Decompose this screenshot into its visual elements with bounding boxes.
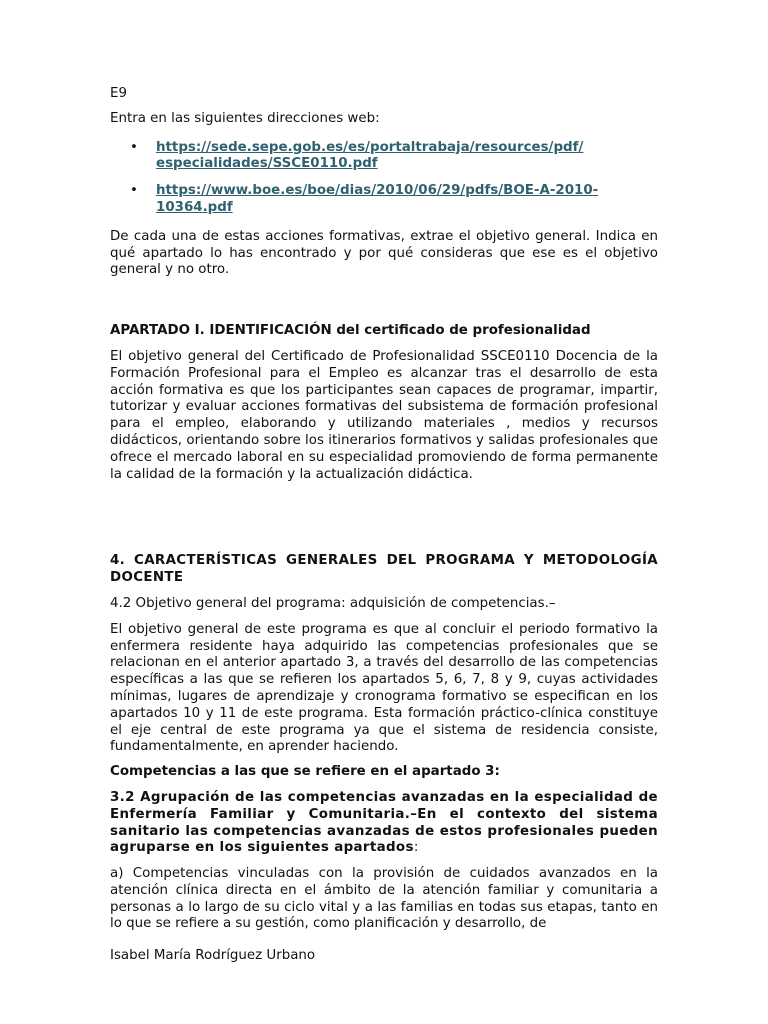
list-item [110,140,658,174]
section1-heading: APARTADO I. IDENTIFICACIÓN del certificado de profesionalidad [110,323,591,339]
sepe-link[interactable] [156,140,583,172]
section3-heading-bold: 3.2 Agrupación de las competencias avanzadas en la especialidad de Enfermería Familiar y Comunitaria.–En el contexto del sistema sanitario las competencias avanzadas de estos profesionales pueden agruparse en los siguientes apartados [110,789,658,856]
exercise-label: E9 [110,86,127,101]
link-line: https://www.boe.es/boe/dias/2010/06/29/pdfs/BOE-A-2010- [156,183,599,199]
instructions-paragraph: De cada una de estas acciones formativas, extrae el objetivo general. Indica en qué apartado lo has encontrado y por qué consideras que ese es el objetivo general y no otro. [110,228,658,278]
section2-paragraph: El objetivo general de este programa es que al concluir el periodo formativo la enfermera residente haya adquirido las competencias profesionales que se relacionan en el anterior apartado 3, a través del desarrollo de las competencias específicas a las que se refieren los apartados 5, 6, 7, 8 y 9, cuyas actividades mínimas, lugares de aprendizaje y cronograma formativo se especifican en los apartados 10 y 11 de este programa. Esta formación práctico-clínica constituye el eje central de este programa ya que el sistema de residencia consiste, fundamentalmente, en aprender haciendo. [110,621,658,755]
section3-heading-colon: : [413,840,419,856]
section2-subheading: 4.2 Objetivo general del programa: adquisición de competencias.– [110,595,556,611]
document-page [110,86,658,933]
link-line: https://sede.sepe.gob.es/es/portaltrabaja/resources/pdf/ [156,139,584,155]
bullet-icon: • [130,183,138,199]
section3-heading [110,790,658,857]
competencias-heading: Competencias a las que se refiere en el apartado 3: [110,764,500,780]
link-line: especialidades/SSCE0110.pdf [156,156,378,172]
list-item [110,183,658,217]
link-line: 10364.pdf [156,199,233,215]
section1-paragraph: El objetivo general del Certificado de Profesionalidad SSCE0110 Docencia de la Formación Profesional para el Empleo es alcanzar tras el desarrollo de esta acción formativa es que los participantes sean capaces de programar, impartir, tutorizar y evaluar acciones formativas del subsistema de formación profesional para el empleo, elaborando y utilizando materiales , medios y recursos didácticos, orientando sobre los itinerarios formativos y salidas profesionales que ofrece el mercado laboral en su especialidad promoviendo de forma permanente la calidad de la formación y la actualización didáctica. [110,348,658,482]
boe-link[interactable] [156,183,598,215]
bullet-icon: • [130,139,138,155]
section3-paragraph: a) Competencias vinculadas con la provisión de cuidados avanzados en la atención clínica directa en el ámbito de la atención familiar y comunitaria a personas a lo largo de su ciclo vital y a las familias en todas sus etapas, tanto en lo que se refiere a su gestión, como planificación y desarrollo, de [110,866,658,932]
footer-author: Isabel María Rodríguez Urbano [110,948,316,963]
intro-text: Entra en las siguientes direcciones web: [110,110,380,126]
section2-heading: 4. CARACTERÍSTICAS GENERALES DEL PROGRAMA Y METODOLOGÍA DOCENTE [110,553,658,586]
link-list [110,140,658,217]
